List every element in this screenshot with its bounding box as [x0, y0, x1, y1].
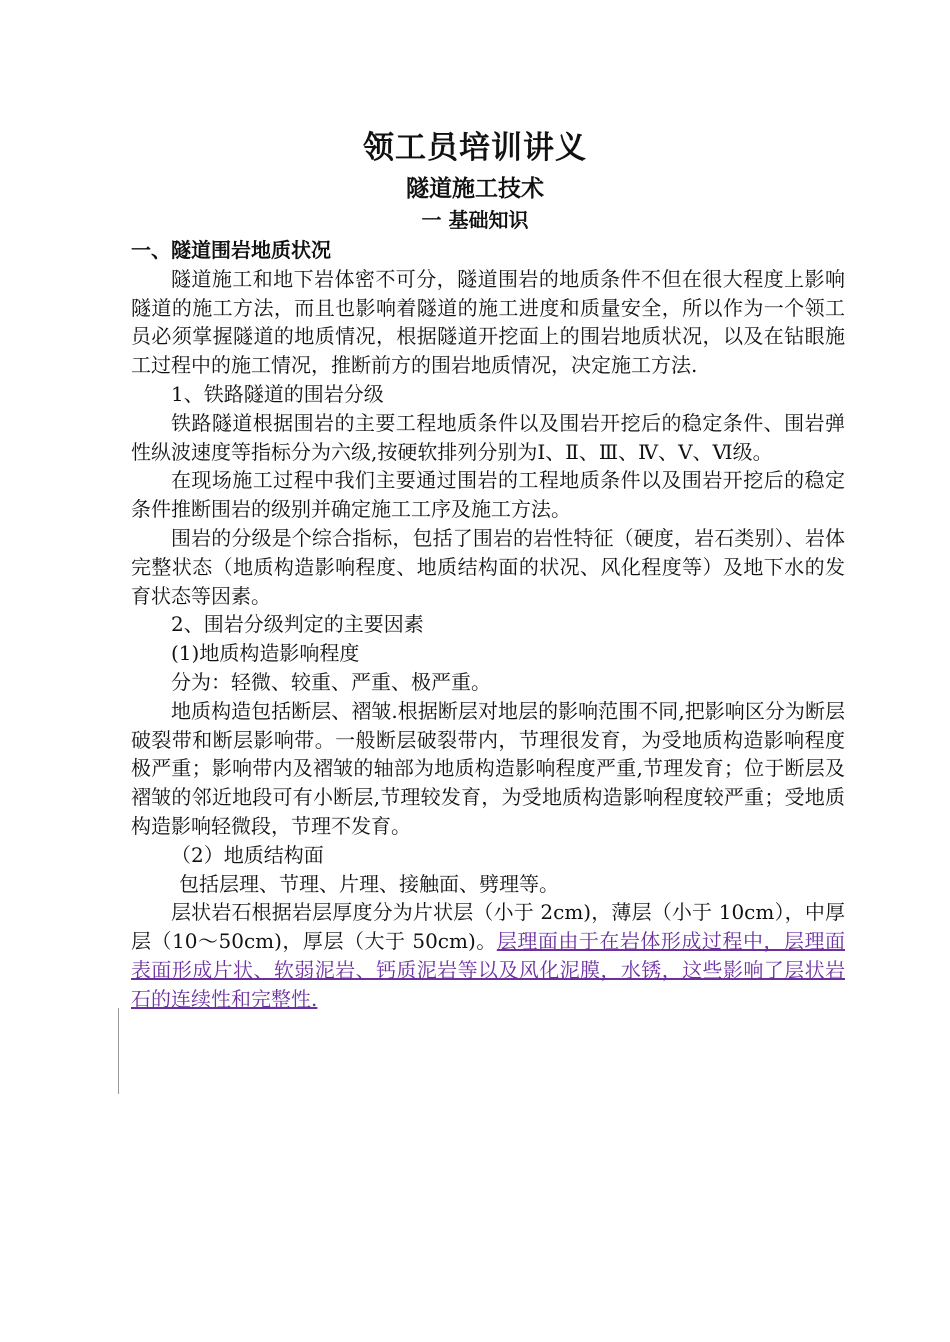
subheading-structural-plane: （2）地质结构面 [171, 842, 324, 867]
subheading-rock-classification: 1、铁路隧道的围岩分级 [171, 381, 384, 406]
subheading-main-factors: 2、围岩分级判定的主要因素 [171, 612, 424, 637]
document-body [131, 236, 845, 1014]
heading-tunnel-geology: 一、隧道围岩地质状况 [131, 238, 331, 262]
layered-rock-text: 层状岩石根据岩层厚度分为片状层（小于 2cm)，薄层（小于 10cm），中厚层（10～50cm)，厚层（大于 50cm)。 [131, 900, 845, 954]
tracked-change-text[interactable]: 层理面由于在岩体形成过程中，层理面表面形成片状、软弱泥岩、钙质泥岩等以及风化泥膜，水锈，这些影响了层状岩石的连续性和完整性. [131, 929, 845, 1011]
paragraph: 分为：轻微、较重、严重、极严重。 [171, 669, 491, 694]
revision-change-bar [118, 1008, 119, 1094]
paragraph: 隧道施工和地下岩体密不可分，隧道围岩的地质条件不但在很大程度上影响隧道的施工方法，而且也影响着隧道的施工进度和质量安全，所以作为一个领工员必须掌握隧道的地质情况，根据隧道开挖面上的围岩地质状况，以及在钻眼施工过程中的施工情况，推断前方的围岩地质情况，决定施工方法. [131, 266, 845, 378]
document-subtitle: 隧道施工技术 [406, 175, 544, 202]
section-heading: 一 基础知识 [421, 208, 529, 232]
paragraph: 在现场施工过程中我们主要通过围岩的工程地质条件以及围岩开挖后的稳定条件推断围岩的级别并确定施工工序及施工方法。 [131, 468, 845, 522]
paragraph: 铁路隧道根据围岩的主要工程地质条件以及围岩开挖后的稳定条件、围岩弹性纵波速度等指标分为六级,按硬软排列分别为Ⅰ、Ⅱ、Ⅲ、Ⅳ、Ⅴ、Ⅵ级。 [131, 410, 845, 464]
paragraph: 包括层理、节理、片理、接触面、劈理等。 [179, 871, 559, 896]
paragraph-layered-rock [131, 898, 845, 1013]
paragraph: 地质构造包括断层、褶皱.根据断层对地层的影响范围不同,把影响区分为断层破裂带和断层影响带。一般断层破裂带内，节理很发育，为受地质构造影响程度极严重；影响带内及褶皱的轴部为地质构造影响程度严重,节理发育；位于断层及褶皱的邻近地段可有小断层,节理较发育，为受地质构造影响程度较严重；受地质构造影响轻微段，节理不发育。 [131, 698, 845, 838]
paragraph: 围岩的分级是个综合指标，包括了围岩的岩性特征（硬度，岩石类别）、岩体完整状态（地质构造影响程度、地质结构面的状况、风化程度等）及地下水的发育状态等因素。 [131, 525, 845, 608]
subheading-structure-influence: (1)地质构造影响程度 [171, 641, 360, 666]
document-title: 领工员培训讲义 [363, 130, 587, 166]
